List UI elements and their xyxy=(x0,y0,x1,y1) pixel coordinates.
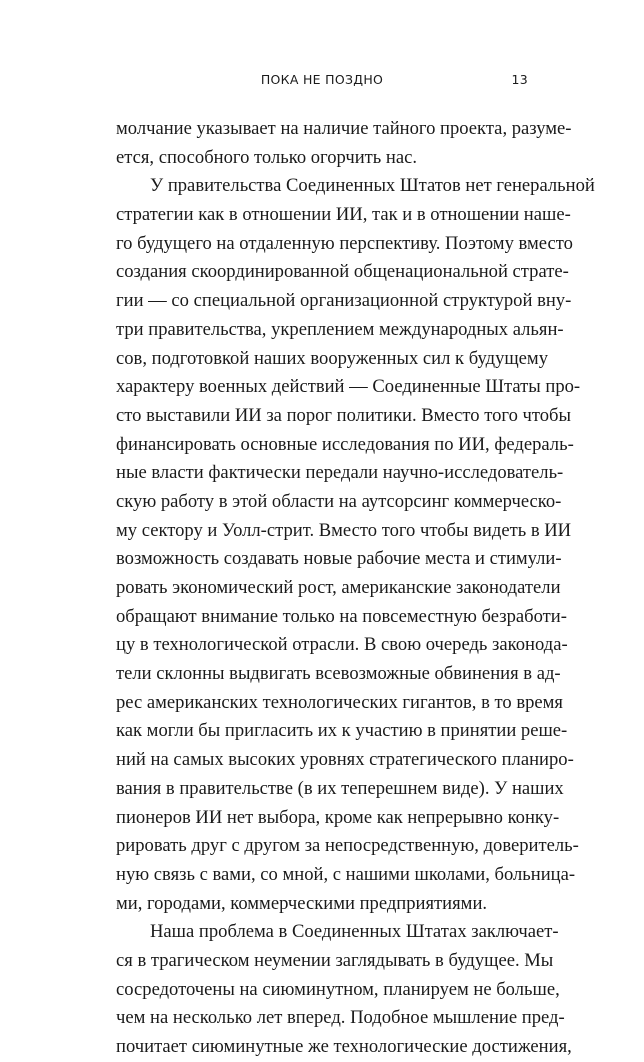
text-line: ровать экономический рост, американские законодатели xyxy=(116,577,561,598)
running-title: ПОКА НЕ ПОЗДНО xyxy=(260,72,384,87)
text-line: обращают внимание только на повсеместную безработи- xyxy=(116,605,567,627)
text-line: скую работу в этой области на аутсорсинг коммерческо- xyxy=(116,490,562,512)
text-line: ные власти фактически передали научно-исследователь- xyxy=(116,462,564,484)
text-line: го будущего на отдаленную перспективу. Поэтому вместо xyxy=(116,232,573,254)
text-line: гии — со специальной организационной структурой вну- xyxy=(116,290,572,312)
text-line: характеру военных действий — Соединенные Штаты про- xyxy=(116,376,581,398)
text-line: создания скоординированной общенациональной страте- xyxy=(116,261,569,283)
text-line: вания в правительстве (в их теперешнем виде). У наших xyxy=(116,777,564,799)
text-line: сосредоточены на сиюминутном, планируем не больше, xyxy=(116,978,560,1000)
page-number: 13 xyxy=(511,72,528,87)
text-line: стратегии как в отношении ИИ, так и в отношении наше- xyxy=(116,204,571,226)
text-line: Наша проблема в Соединенных Штатах заключает- xyxy=(150,921,559,943)
text-line: ную связь с вами, со мной, с нашими школами, больница- xyxy=(116,863,576,885)
paragraph xyxy=(116,918,572,1061)
text-line: цу в технологической отрасли. В свою очередь законода- xyxy=(116,634,568,656)
text-line: ся в трагическом неумении заглядывать в будущее. Мы xyxy=(116,949,554,971)
running-head xyxy=(0,72,644,94)
text-line: У правительства Соединенных Штатов нет генеральной xyxy=(150,175,595,197)
text-line: чем на несколько лет вперед. Подобное мышление пред- xyxy=(116,1007,565,1029)
text-line: тели склонны выдвигать всевозможные обвинения в ад- xyxy=(116,663,561,685)
text-line: как могли бы пригласить их к участию в принятии реше- xyxy=(116,720,568,742)
text-line: сто выставили ИИ за порог политики. Вместо того чтобы xyxy=(116,404,572,426)
text-line: почитает сиюминутные же технологические достижения, xyxy=(116,1036,572,1057)
text-line: ется, способного только огорчить нас. xyxy=(116,146,418,168)
text-line: ний на самых высоких уровнях стратегического планиро- xyxy=(116,749,574,771)
paragraph xyxy=(116,172,595,918)
text-line: му сектору и Уолл-стрит. Вместо того чтобы видеть в ИИ xyxy=(116,519,572,541)
text-line: молчание указывает на наличие тайного проекта, разуме- xyxy=(116,118,572,139)
text-line: финансировать основные исследования по ИИ, федераль- xyxy=(116,433,574,455)
paragraph xyxy=(116,115,572,172)
text-line: пионеров ИИ нет выбора, кроме как непрерывно конку- xyxy=(116,806,560,828)
text-line: сов, подготовкой наших вооруженных сил к будущему xyxy=(116,347,548,369)
text-line: возможность создавать новые рабочие места и стимули- xyxy=(116,548,562,570)
body-text xyxy=(116,115,595,1062)
text-line: три правительства, укреплением международных альян- xyxy=(116,318,564,340)
text-line: ми, городами, коммерческими предприятиями. xyxy=(116,892,488,914)
text-line: рировать друг с другом за непосредственную, доверитель- xyxy=(116,835,579,857)
text-line: рес американских технологических гигантов, в то время xyxy=(116,691,563,713)
